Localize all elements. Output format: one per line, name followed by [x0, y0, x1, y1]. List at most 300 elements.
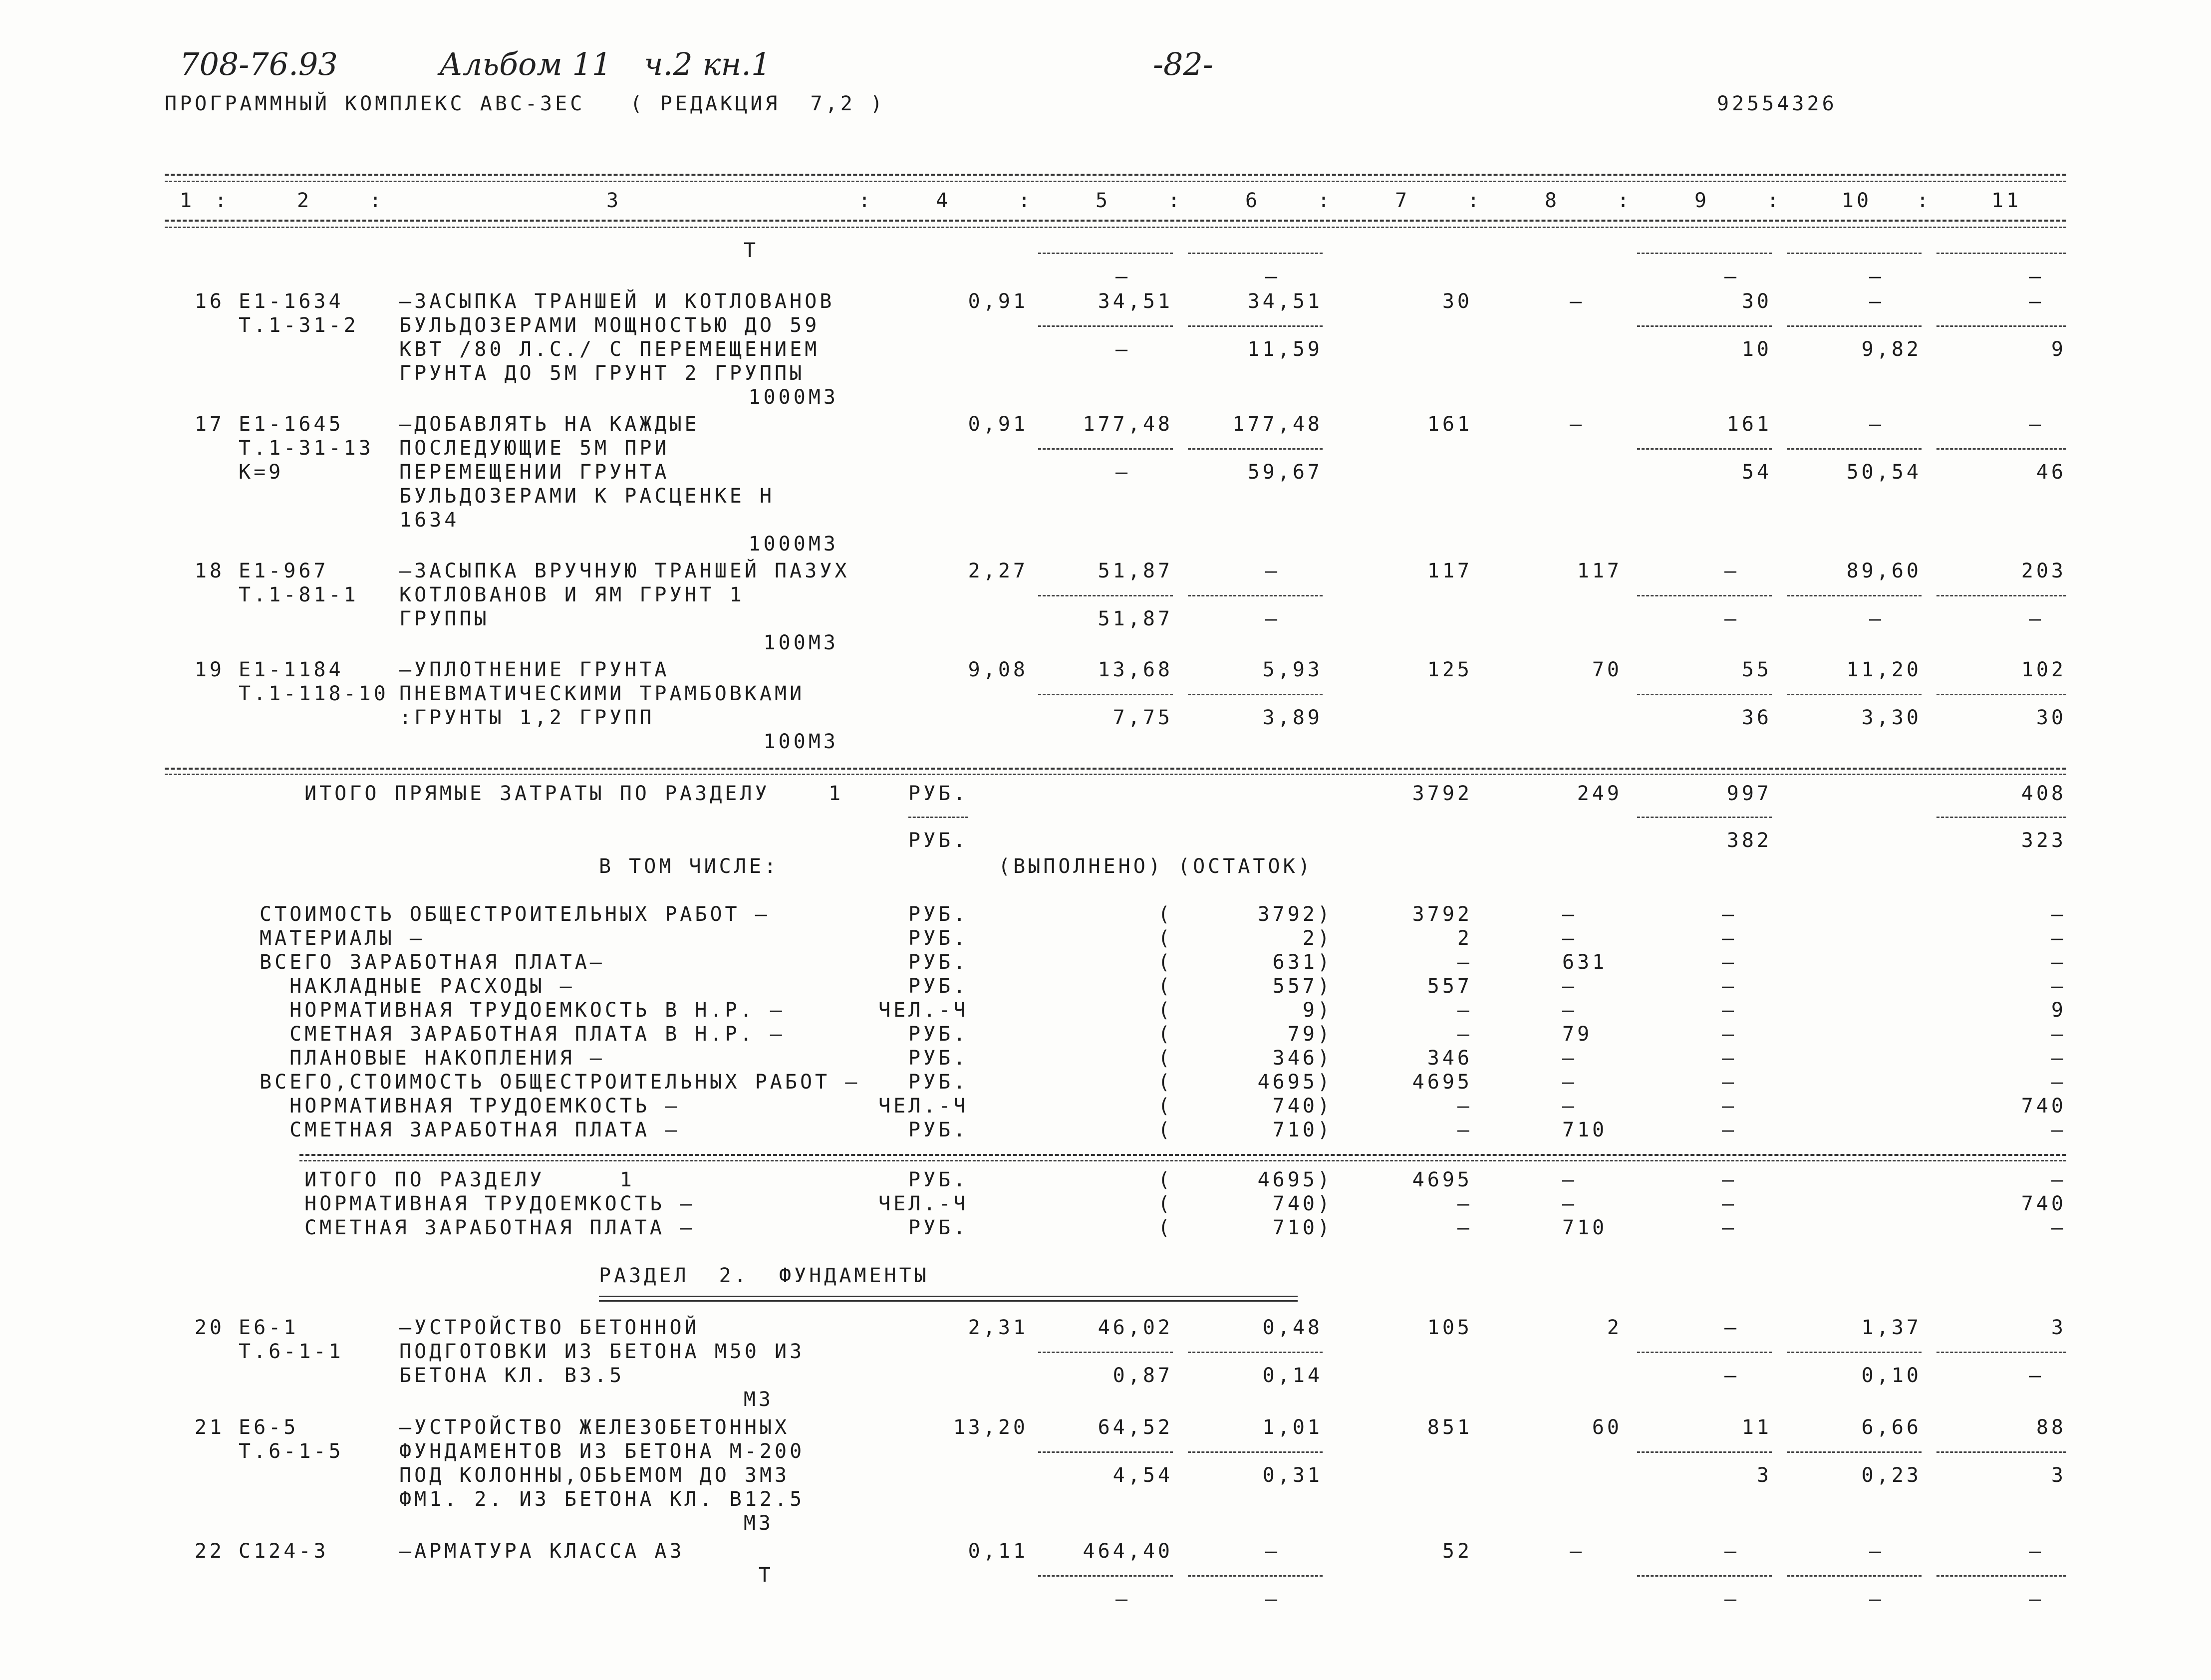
- col-sep: :: [1767, 189, 1782, 212]
- cell-c11: –: [2028, 1540, 2044, 1563]
- col-head-9: 9: [1694, 189, 1710, 212]
- cell-qty: 0,91: [968, 290, 1028, 313]
- rule-top-2: [165, 181, 2066, 182]
- breakdown-c9: –: [1722, 975, 1737, 998]
- row-desc: КВТ /80 Л.С./ С ПЕРЕМЕЩЕНИЕМ: [399, 338, 820, 361]
- cell-c6: 177,48: [1232, 413, 1323, 436]
- section-total-label: НОРМАТИВНАЯ ТРУДОЕМКОСТЬ –: [304, 1192, 695, 1215]
- cell-qty: 13,20: [953, 1416, 1028, 1439]
- cell-c8: 2: [1607, 1316, 1622, 1339]
- paren-open: (: [1158, 1216, 1173, 1239]
- breakdown-c11: –: [2051, 1119, 2066, 1141]
- cell-c7: 52: [1442, 1540, 1472, 1563]
- row-code: Е6-1: [239, 1316, 299, 1339]
- cell-c6b: 11,59: [1247, 338, 1323, 361]
- breakdown-c8: –: [1562, 1095, 1578, 1118]
- cell-c5: 34,51: [1098, 290, 1173, 313]
- breakdown-label: НОРМАТИВНАЯ ТРУДОЕМКОСТЬ –: [260, 1095, 680, 1118]
- row-number: 18: [194, 560, 225, 582]
- cell-rule: [1038, 253, 1173, 254]
- rule-head-bottom: [165, 220, 2066, 222]
- breakdown-unit: РУБ.: [908, 1023, 969, 1046]
- cell-rule: [1637, 1451, 1772, 1453]
- cell-rule: [1787, 595, 1922, 596]
- breakdown-done: 3792): [1257, 903, 1333, 926]
- cell-c7: 125: [1427, 658, 1472, 681]
- col-head-2: 2: [296, 189, 312, 212]
- cell-qty: 0,91: [968, 413, 1028, 436]
- cell-rule: [1637, 817, 1772, 818]
- cell-c10b: 50,54: [1846, 461, 1922, 484]
- cell-c11: 88: [2036, 1416, 2066, 1439]
- col-sep: :: [1917, 189, 1932, 212]
- breakdown-label: МАТЕРИАЛЫ –: [260, 927, 425, 950]
- paren-open: (: [1158, 1119, 1173, 1141]
- section-total-label: СМЕТНАЯ ЗАРАБОТНАЯ ПЛАТА –: [304, 1216, 695, 1239]
- breakdown-unit: РУБ.: [908, 903, 969, 926]
- cell-rule: [1637, 253, 1772, 254]
- cell-rule: [1637, 595, 1772, 596]
- cell-c7: 161: [1427, 413, 1472, 436]
- rest-label: (ОСТАТОК): [1178, 855, 1313, 878]
- row-desc: БУЛЬДОЗЕРАМИ К РАСЦЕНКЕ Н: [399, 485, 775, 508]
- cell-qty: 2,31: [968, 1316, 1028, 1339]
- row-unit: 100М3: [763, 730, 838, 753]
- totals-c9b: 382: [1726, 829, 1772, 852]
- row-code: С124-3: [239, 1540, 329, 1563]
- breakdown-c11: –: [2051, 1023, 2066, 1046]
- breakdown-label: СТОИМОСТЬ ОБЩЕСТРОИТЕЛЬНЫХ РАБОТ –: [260, 903, 770, 926]
- breakdown-done: 740): [1272, 1095, 1333, 1118]
- paren-open: (: [1158, 903, 1173, 926]
- cell-rule: [1038, 694, 1173, 695]
- cell-rule: [1936, 253, 2066, 254]
- cell-rule: [1038, 325, 1173, 327]
- cell-c9b: 10: [1741, 338, 1772, 361]
- row-code: Е1-1634: [239, 290, 344, 313]
- col-head-8: 8: [1544, 189, 1560, 212]
- breakdown-c11: –: [2051, 1047, 2066, 1070]
- cell-dash: –: [1869, 265, 1885, 288]
- cell-rule: [1038, 595, 1173, 596]
- cell-rule: [1787, 1352, 1922, 1353]
- breakdown-c7: 2: [1457, 927, 1472, 950]
- row-code: Е6-5: [239, 1416, 299, 1439]
- breakdown-c8: –: [1562, 1047, 1578, 1070]
- breakdown-c7: 557: [1427, 975, 1472, 998]
- cell-rule: [1038, 1451, 1173, 1453]
- handwritten-album: Альбом 11: [439, 46, 612, 82]
- cell-c8: –: [1569, 1540, 1585, 1563]
- cell-c9: 30: [1741, 290, 1772, 313]
- row-ref: Т.1-81-1: [239, 583, 359, 606]
- section-title-underline: [599, 1296, 1298, 1302]
- row-ref: Т.6-1-5: [239, 1440, 344, 1463]
- row-number: 19: [194, 658, 225, 681]
- cell-rule: [1038, 1352, 1173, 1353]
- breakdown-c9: –: [1722, 903, 1737, 926]
- cell-c7: 117: [1427, 560, 1472, 582]
- paren-open: (: [1158, 999, 1173, 1022]
- cell-c5: 64,52: [1098, 1416, 1173, 1439]
- breakdown-label: ВСЕГО,СТОИМОСТЬ ОБЩЕСТРОИТЕЛЬНЫХ РАБОТ –: [260, 1071, 860, 1094]
- cell-rule: [1787, 1575, 1922, 1577]
- cell-rule: [1188, 325, 1323, 327]
- row-code: Е1-1184: [239, 658, 344, 681]
- cell-c11b: –: [2028, 1588, 2044, 1611]
- col-head-11: 11: [1991, 189, 2022, 212]
- col-sep: :: [369, 189, 385, 212]
- breakdown-done: 346): [1272, 1047, 1333, 1070]
- cell-rule: [1188, 253, 1323, 254]
- breakdown-done: 4695): [1257, 1071, 1333, 1094]
- row-desc: ПОСЛЕДУЮЩИЕ 5М ПРИ: [399, 437, 670, 460]
- cell-c11b: 9: [2051, 338, 2066, 361]
- breakdown-done: 79): [1287, 1023, 1333, 1046]
- cell-c7: 30: [1442, 290, 1472, 313]
- row-desc: ГРУППЫ: [399, 607, 490, 630]
- cell-c5b: –: [1115, 1588, 1131, 1611]
- row-unit: М3: [743, 1388, 774, 1411]
- breakdown-c8: –: [1562, 975, 1578, 998]
- cell-rule: [1787, 694, 1922, 695]
- cell-c10b: –: [1869, 607, 1885, 630]
- cell-c8: –: [1569, 290, 1585, 313]
- cell-c11: –: [2028, 413, 2044, 436]
- cell-rule: [1787, 325, 1922, 327]
- section-total-done: 740): [1272, 1192, 1333, 1215]
- breakdown-done: 2): [1302, 927, 1333, 950]
- col-head-6: 6: [1245, 189, 1261, 212]
- cell-c11b: –: [2028, 1364, 2044, 1387]
- cell-c10: 89,60: [1846, 560, 1922, 582]
- cell-c9b: –: [1724, 1588, 1740, 1611]
- including-label: В ТОМ ЧИСЛЕ:: [599, 855, 779, 878]
- breakdown-c7: 346: [1427, 1047, 1472, 1070]
- cell-c6b: 59,67: [1247, 461, 1323, 484]
- cell-qty: 0,11: [968, 1540, 1028, 1563]
- breakdown-label: СМЕТНАЯ ЗАРАБОТНАЯ ПЛАТА –: [260, 1119, 680, 1141]
- row-desc: –ДОБАВЛЯТЬ НА КАЖДЫЕ: [399, 413, 700, 436]
- row-desc: ГРУНТА ДО 5М ГРУНТ 2 ГРУППЫ: [399, 362, 805, 385]
- totals-c7: 3792: [1412, 782, 1472, 805]
- col-head-7: 7: [1394, 189, 1410, 212]
- col-sep: :: [215, 189, 230, 212]
- cell-rule: [1936, 1352, 2066, 1353]
- totals-c11: 408: [2021, 782, 2066, 805]
- breakdown-done: 710): [1272, 1119, 1333, 1141]
- section-total-unit: РУБ.: [908, 1216, 969, 1239]
- row-unit: 1000М3: [748, 533, 838, 556]
- handwritten-code: 708-76.93: [180, 46, 338, 82]
- row-number: 16: [194, 290, 225, 313]
- row-ref: Т.1-118-10: [239, 682, 389, 705]
- cell-rule: [1188, 448, 1323, 450]
- breakdown-c7: 3792: [1412, 903, 1472, 926]
- cell-c10: –: [1869, 413, 1885, 436]
- totals-c9: 997: [1726, 782, 1772, 805]
- cell-c6: 5,93: [1262, 658, 1323, 681]
- cell-rule: [1188, 1575, 1323, 1577]
- program-title: ПРОГРАММНЫЙ КОМПЛЕКС АВС-ЗЕС ( РЕДАКЦИЯ 7,2 ): [165, 92, 885, 115]
- cell-c5: 46,02: [1098, 1316, 1173, 1339]
- cell-c11: 3: [2051, 1316, 2066, 1339]
- breakdown-c9: –: [1722, 1047, 1737, 1070]
- row-desc: –УСТРОЙСТВО ЖЕЛЕЗОБЕТОННЫХ: [399, 1416, 790, 1439]
- cell-c11b: –: [2028, 607, 2044, 630]
- breakdown-done: 557): [1272, 975, 1333, 998]
- section-total-label: ИТОГО ПО РАЗДЕЛУ 1: [304, 1168, 635, 1191]
- section-total-done: 710): [1272, 1216, 1333, 1239]
- cell-c11: 102: [2021, 658, 2066, 681]
- breakdown-c7: 4695: [1412, 1071, 1472, 1094]
- cell-c8: 70: [1592, 658, 1622, 681]
- cell-c9: 55: [1741, 658, 1772, 681]
- breakdown-c8: 79: [1562, 1023, 1593, 1046]
- totals-unit-2: РУБ.: [908, 829, 969, 852]
- cell-c8: –: [1569, 413, 1585, 436]
- cell-dash: –: [1724, 265, 1740, 288]
- breakdown-c9: –: [1722, 1119, 1737, 1141]
- row-ref: Т.6-1-1: [239, 1340, 344, 1363]
- row-number: 17: [194, 413, 225, 436]
- breakdown-label: ПЛАНОВЫЕ НАКОПЛЕНИЯ –: [260, 1047, 605, 1070]
- breakdown-c11: 9: [2051, 999, 2066, 1022]
- row-number: 21: [194, 1416, 225, 1439]
- row-desc: ФУНДАМЕНТОВ ИЗ БЕТОНА М-200: [399, 1440, 805, 1463]
- row-unit: 1000М3: [748, 386, 838, 409]
- cell-c9: –: [1724, 1540, 1740, 1563]
- cell-c5b: 7,75: [1112, 706, 1173, 729]
- row-desc: БЕТОНА КЛ. В3.5: [399, 1364, 625, 1387]
- cell-rule: [1936, 448, 2066, 450]
- section-total-c11: –: [2051, 1216, 2066, 1239]
- paren-open: (: [1158, 1023, 1173, 1046]
- row-desc: ПЕРЕМЕЩЕНИИ ГРУНТА: [399, 461, 670, 484]
- col-head-1: 1: [179, 189, 195, 212]
- cell-c9b: –: [1724, 1364, 1740, 1387]
- cell-c10b: 0,23: [1861, 1464, 1922, 1487]
- breakdown-label: СМЕТНАЯ ЗАРАБОТНАЯ ПЛАТА В Н.Р. –: [260, 1023, 785, 1046]
- breakdown-label: ВСЕГО ЗАРАБОТНАЯ ПЛАТА–: [260, 951, 605, 974]
- breakdown-c9: –: [1722, 1071, 1737, 1094]
- row-desc: –ЗАСЫПКА ТРАНШЕЙ И КОТЛОВАНОВ: [399, 290, 835, 313]
- col-head-3: 3: [606, 189, 622, 212]
- rule-section-total: [299, 1154, 2066, 1156]
- rule-totals-2: [165, 774, 2066, 775]
- cell-c6: 34,51: [1247, 290, 1323, 313]
- cell-c5b: 51,87: [1098, 607, 1173, 630]
- document-number: 92554326: [1717, 92, 1837, 115]
- breakdown-c11: 740: [2021, 1095, 2066, 1118]
- row-unit: 100М3: [763, 631, 838, 654]
- cell-c6: –: [1265, 560, 1281, 582]
- cell-qty: 2,27: [968, 560, 1028, 582]
- cell-c6b: –: [1265, 1588, 1281, 1611]
- cell-c5: 51,87: [1098, 560, 1173, 582]
- cell-rule: [1637, 325, 1772, 327]
- row-desc: –АРМАТУРА КЛАССА А3: [399, 1540, 685, 1563]
- row-desc: –УПЛОТНЕНИЕ ГРУНТА: [399, 658, 670, 681]
- cell-rule: [1936, 1575, 2066, 1577]
- col-sep: :: [1467, 189, 1483, 212]
- handwritten-part: ч.2 кн.1: [644, 46, 771, 82]
- cell-c10b: 9,82: [1861, 338, 1922, 361]
- cell-rule: [1188, 1352, 1323, 1353]
- rule-head-bottom-2: [165, 227, 2066, 228]
- cell-c9b: –: [1724, 607, 1740, 630]
- totals-c8: 249: [1577, 782, 1622, 805]
- row-number: 22: [194, 1540, 225, 1563]
- row-desc: ПНЕВМАТИЧЕСКИМИ ТРАМБОВКАМИ: [399, 682, 805, 705]
- totals-c11b: 323: [2021, 829, 2066, 852]
- breakdown-done: 9): [1302, 999, 1333, 1022]
- breakdown-c8: –: [1562, 927, 1578, 950]
- cell-c9: –: [1724, 1316, 1740, 1339]
- paren-open: (: [1158, 951, 1173, 974]
- cell-c9: 11: [1741, 1416, 1772, 1439]
- breakdown-c7: –: [1457, 1023, 1472, 1046]
- cell-c6b: –: [1265, 607, 1281, 630]
- cell-c9: –: [1724, 560, 1740, 582]
- breakdown-done: 631): [1272, 951, 1333, 974]
- paren-open: (: [1158, 1071, 1173, 1094]
- cell-rule: [1188, 1451, 1323, 1453]
- row-unit: М3: [743, 1512, 774, 1535]
- breakdown-label: НОРМАТИВНАЯ ТРУДОЕМКОСТЬ В Н.Р. –: [260, 999, 785, 1022]
- breakdown-c11: –: [2051, 975, 2066, 998]
- cell-c9b: 54: [1741, 461, 1772, 484]
- cell-c10: 11,20: [1846, 658, 1922, 681]
- section-total-unit: РУБ.: [908, 1168, 969, 1191]
- cell-rule: [1936, 1451, 2066, 1453]
- section-title: РАЗДЕЛ 2. ФУНДАМЕНТЫ: [599, 1264, 929, 1287]
- cell-c6: –: [1265, 1540, 1281, 1563]
- breakdown-c8: 710: [1562, 1119, 1608, 1141]
- row-desc: –ЗАСЫПКА ВРУЧНУЮ ТРАНШЕЙ ПАЗУХ: [399, 560, 850, 582]
- breakdown-c9: –: [1722, 1023, 1737, 1046]
- cell-rule: [1637, 1352, 1772, 1353]
- breakdown-unit: РУБ.: [908, 1119, 969, 1141]
- section-total-c8: –: [1562, 1192, 1578, 1215]
- col-head-10: 10: [1841, 189, 1872, 212]
- row-code: Е1-967: [239, 560, 329, 582]
- breakdown-c11: –: [2051, 903, 2066, 926]
- cell-c9: 161: [1726, 413, 1772, 436]
- row-number: 20: [194, 1316, 225, 1339]
- breakdown-c8: –: [1562, 903, 1578, 926]
- section-total-done: 4695): [1257, 1168, 1333, 1191]
- breakdown-c11: –: [2051, 1071, 2066, 1094]
- cell-c6: 0,48: [1262, 1316, 1323, 1339]
- breakdown-c8: –: [1562, 1071, 1578, 1094]
- row-desc: БУЛЬДОЗЕРАМИ МОЩНОСТЬЮ ДО 59: [399, 314, 820, 337]
- row-ref: Т.1-31-13: [239, 437, 374, 460]
- section-total-c9: –: [1722, 1216, 1737, 1239]
- cell-c11b: 3: [2051, 1464, 2066, 1487]
- cell-c8: 60: [1592, 1416, 1622, 1439]
- cell-rule: [1637, 448, 1772, 450]
- breakdown-c11: –: [2051, 951, 2066, 974]
- cell-c11b: 30: [2036, 706, 2066, 729]
- paren-open: (: [1158, 927, 1173, 950]
- cell-rule: [1936, 325, 2066, 327]
- col-sep: :: [1318, 189, 1333, 212]
- cell-rule: [1787, 1451, 1922, 1453]
- rule-section-total-2: [299, 1160, 2066, 1161]
- breakdown-unit: РУБ.: [908, 927, 969, 950]
- section-total-c11: –: [2051, 1168, 2066, 1191]
- breakdown-c9: –: [1722, 1095, 1737, 1118]
- breakdown-unit: РУБ.: [908, 951, 969, 974]
- breakdown-c11: –: [2051, 927, 2066, 950]
- totals-section-number: 1: [829, 782, 844, 805]
- cell-c11b: 46: [2036, 461, 2066, 484]
- cell-rule: [1038, 448, 1173, 450]
- cell-rule: [1787, 448, 1922, 450]
- cell-qty: 9,08: [968, 658, 1028, 681]
- totals-unit: РУБ.: [908, 782, 969, 805]
- section-total-c7: –: [1457, 1192, 1472, 1215]
- cell-c9b: 36: [1741, 706, 1772, 729]
- cell-c10: 1,37: [1861, 1316, 1922, 1339]
- section-total-c11: 740: [2021, 1192, 2066, 1215]
- cell-rule: [1188, 595, 1323, 596]
- cell-c5: 177,48: [1083, 413, 1173, 436]
- breakdown-unit: ЧЕЛ.-Ч: [878, 1095, 969, 1118]
- section-total-c9: –: [1722, 1192, 1737, 1215]
- section-total-c8: –: [1562, 1168, 1578, 1191]
- cell-c6: 1,01: [1262, 1416, 1323, 1439]
- paren-open: (: [1158, 1047, 1173, 1070]
- paren-open: (: [1158, 1168, 1173, 1191]
- breakdown-unit: ЧЕЛ.-Ч: [878, 999, 969, 1022]
- col-head-5: 5: [1095, 189, 1111, 212]
- cell-rule: [1637, 694, 1772, 695]
- cell-c5b: 0,87: [1112, 1364, 1173, 1387]
- breakdown-label: НАКЛАДНЫЕ РАСХОДЫ –: [260, 975, 575, 998]
- breakdown-c7: –: [1457, 1095, 1472, 1118]
- cell-c10b: –: [1869, 1588, 1885, 1611]
- row-desc: КОТЛОВАНОВ И ЯМ ГРУНТ 1: [399, 583, 745, 606]
- breakdown-unit: РУБ.: [908, 975, 969, 998]
- cell-dash: –: [1115, 265, 1131, 288]
- breakdown-unit: РУБ.: [908, 1071, 969, 1094]
- col-sep: :: [1617, 189, 1633, 212]
- cell-c7: 105: [1427, 1316, 1472, 1339]
- cell-rule: [1637, 1575, 1772, 1577]
- cell-c11: –: [2028, 290, 2044, 313]
- cell-c5: 13,68: [1098, 658, 1173, 681]
- cell-c6b: 3,89: [1262, 706, 1323, 729]
- row-unit: Т: [758, 1564, 774, 1587]
- breakdown-c8: 631: [1562, 951, 1608, 974]
- cell-c10b: 0,10: [1861, 1364, 1922, 1387]
- cell-c5b: –: [1115, 461, 1131, 484]
- cell-rule: [1787, 253, 1922, 254]
- paren-open: (: [1158, 1095, 1173, 1118]
- breakdown-c7: –: [1457, 1119, 1472, 1141]
- cell-rule: [1936, 694, 2066, 695]
- row-desc: ФМ1. 2. ИЗ БЕТОНА КЛ. В12.5: [399, 1488, 805, 1511]
- row-code: Е1-1645: [239, 413, 344, 436]
- cell-c10: –: [1869, 1540, 1885, 1563]
- cell-c10: –: [1869, 290, 1885, 313]
- cell-dash: –: [1265, 265, 1281, 288]
- row-coefficient: К=9: [239, 461, 284, 484]
- done-label: (ВЫПОЛНЕНО): [998, 855, 1163, 878]
- col-sep: :: [1168, 189, 1183, 212]
